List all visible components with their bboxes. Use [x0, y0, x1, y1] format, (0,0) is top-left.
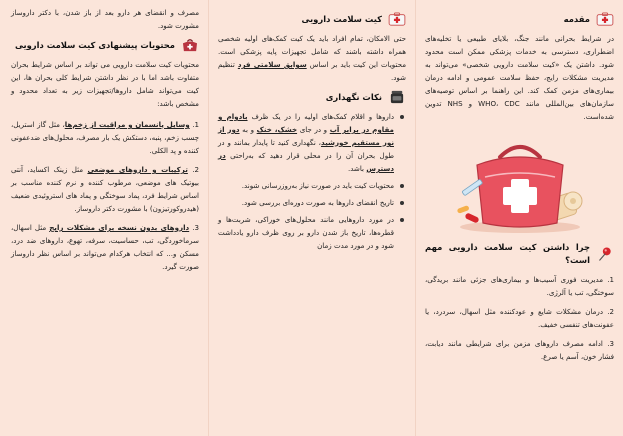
- kit-text-part-1: حتی الامکان، تمام افراد باید یک کیت کمک‌های اولیه شخصی همراه داشته باشند که شامل تجهیزات پایه پزشکی است. محتویات این کیت باید بر اساس: [218, 34, 406, 69]
- contents-item-1-title: وسایل پانسمان و مراقبت از زخم‌ها: [64, 120, 190, 129]
- storage-item-3: تاریخ انقضای داروها به صورت دوره‌ای بررسی شود.: [218, 196, 404, 209]
- contents-item-2-text: مثل زینک اکساید، آنتی بیوتیک های موضعی، مرطوب کننده و نرم کننده مناسب بر اساس شرایط فرد، پماد سوختگی و پماد های استروئیدی ضعیف (هیدروکورتیزون) با مشورت دکتر داروساز.: [11, 165, 199, 213]
- intro-heading-text: مقدمه: [563, 13, 590, 24]
- contents-item-3-num: 3.: [192, 223, 199, 232]
- first-aid-box-icon: [388, 12, 406, 26]
- storage-item-1-b3: دور از نور مستقیم خورشید: [218, 125, 394, 147]
- storage-item-1: [218, 110, 404, 175]
- storage-item-4: در مورد داروهایی مانند محلول‌های خوراکی، شربت‌ها و قطره‌ها، تاریخ باز شدن دارو بر روی ظرف دارو یادداشت شود و در مورد مدت زمان: [218, 213, 404, 252]
- why-item-2: 2. درمان مشکلات شایع و عودکننده مثل اسهال، سردرد، یا عفونت‌های تنفسی خفیف.: [425, 307, 614, 329]
- storage-item-1-e: ، نگهداری کنید تا پایدار بمانند و در طول بحران آن را در محلی قرار دهید که به‌راحتی: [218, 138, 395, 160]
- contents-item-1-num: 1.: [192, 120, 199, 129]
- storage-item-1-f: باشد.: [347, 164, 365, 173]
- contents-item-2-title: ترکیبات و داروهای موضعی: [87, 165, 188, 174]
- kit-heading: [218, 12, 406, 26]
- storage-heading: [218, 90, 406, 104]
- first-aid-kit-illustration: [445, 127, 595, 235]
- column-intro: [416, 0, 623, 436]
- storage-heading-text: نکات نگهداری: [325, 91, 382, 102]
- column-contents: [2, 0, 209, 436]
- contents-item-2: [11, 163, 199, 215]
- column-kit: [209, 0, 416, 436]
- pushpin-icon: [596, 247, 614, 261]
- contents-item-2-num: 2.: [192, 165, 199, 174]
- storage-item-1-a: داروها و اقلام کمک‌های اولیه را در یک ظرف: [251, 112, 394, 121]
- storage-item-1-d: و به: [242, 125, 254, 134]
- continued-text: مصرف و انقضای هر دارو بعد از باز شدن، با دکتر داروساز مشورت شود.: [11, 8, 199, 30]
- storage-jar-icon: [388, 90, 406, 104]
- why-item-1: 1. مدیریت فوری آسیب‌ها و بیماری‌های جزئی مانند بریدگی، سوختگی، تب یا آلرژی.: [425, 275, 614, 297]
- storage-item-1-b4: در دسترس: [218, 151, 394, 173]
- kit-text-bold: سوابق سلامتی فرد: [237, 60, 307, 69]
- first-aid-box-icon: [596, 12, 614, 26]
- contents-item-1-text: ، مثل گاز استریل، چسب زخم، پنبه، دستکش یک بار مصرف، محلول‌های ضدعفونی کننده و پد الکلی.: [11, 120, 199, 155]
- why-heading-text: چرا داشتن کیت سلامت دارویی مهم است؟: [425, 242, 590, 265]
- contents-item-3-text: مثل اسهال، سرماخوردگی، تب، حساسیت، سرفه، تهوع، داروهای ضد درد، مسکن و... که انتخاب هرکدام می‌تواند بر اساس نظر داروساز صورت گیرد.: [11, 223, 199, 271]
- storage-item-1-c: و در جای: [299, 125, 328, 134]
- storage-item-2: محتویات کیت باید در صورت نیاز به‌روزرسانی شوند.: [218, 179, 404, 192]
- contents-heading-text: محتویات پیشنهادی کیت سلامت دارویی: [14, 39, 175, 50]
- contents-heading: [11, 38, 199, 52]
- contents-item-1: [11, 118, 199, 157]
- why-heading: [425, 241, 614, 267]
- why-item-3: 3. ادامه مصرف داروهای مزمن برای شرایطی مانند دیابت، فشار خون، آسم یا صرع.: [425, 339, 614, 361]
- kit-text: [218, 32, 406, 84]
- kit-heading-text: کیت سلامت دارویی: [301, 13, 382, 24]
- contents-text: محتویات کیت سلامت دارویی می‌ تواند بر اساس شرایط بحران متفاوت باشد اما با در نظر داشتن شرایط کلی بحران ها، این کیت می‌تواند شامل داروها/تجهیزات زیر به تعداد محدود و مشخص باشد:: [11, 60, 199, 108]
- medical-bag-icon: [181, 38, 199, 52]
- storage-list: [218, 110, 406, 252]
- storage-item-1-b2: خشک، خنک: [256, 125, 298, 134]
- storage-item-1-b1: بادوام و مقاوم در برابر آب: [218, 112, 394, 134]
- contents-item-3-title: داروهای بدون نسخه برای مشکلات رایج: [49, 223, 190, 232]
- intro-text: در شرایط بحرانی مانند جنگ، بلایای طبیعی یا تخلیه‌های اضطراری، دسترسی به خدمات پزشکی ممکن است محدود شود. داشتن یک «کیت سلامت دارویی شخصی» می‌تواند به مدیریت مشکلات رایج، حفظ سلامت عمومی و ادامه درمان بیماری‌های مزمن کمک کند. این راهنما بر اساس توصیه‌های سازمان‌های بین‌المللی مانند WHO، CDC و NHS تدوین شده‌است.: [425, 34, 614, 121]
- kit-text-part-2: تنظیم شود.: [218, 60, 406, 82]
- intro-heading: [425, 12, 614, 26]
- contents-item-3: [11, 221, 199, 273]
